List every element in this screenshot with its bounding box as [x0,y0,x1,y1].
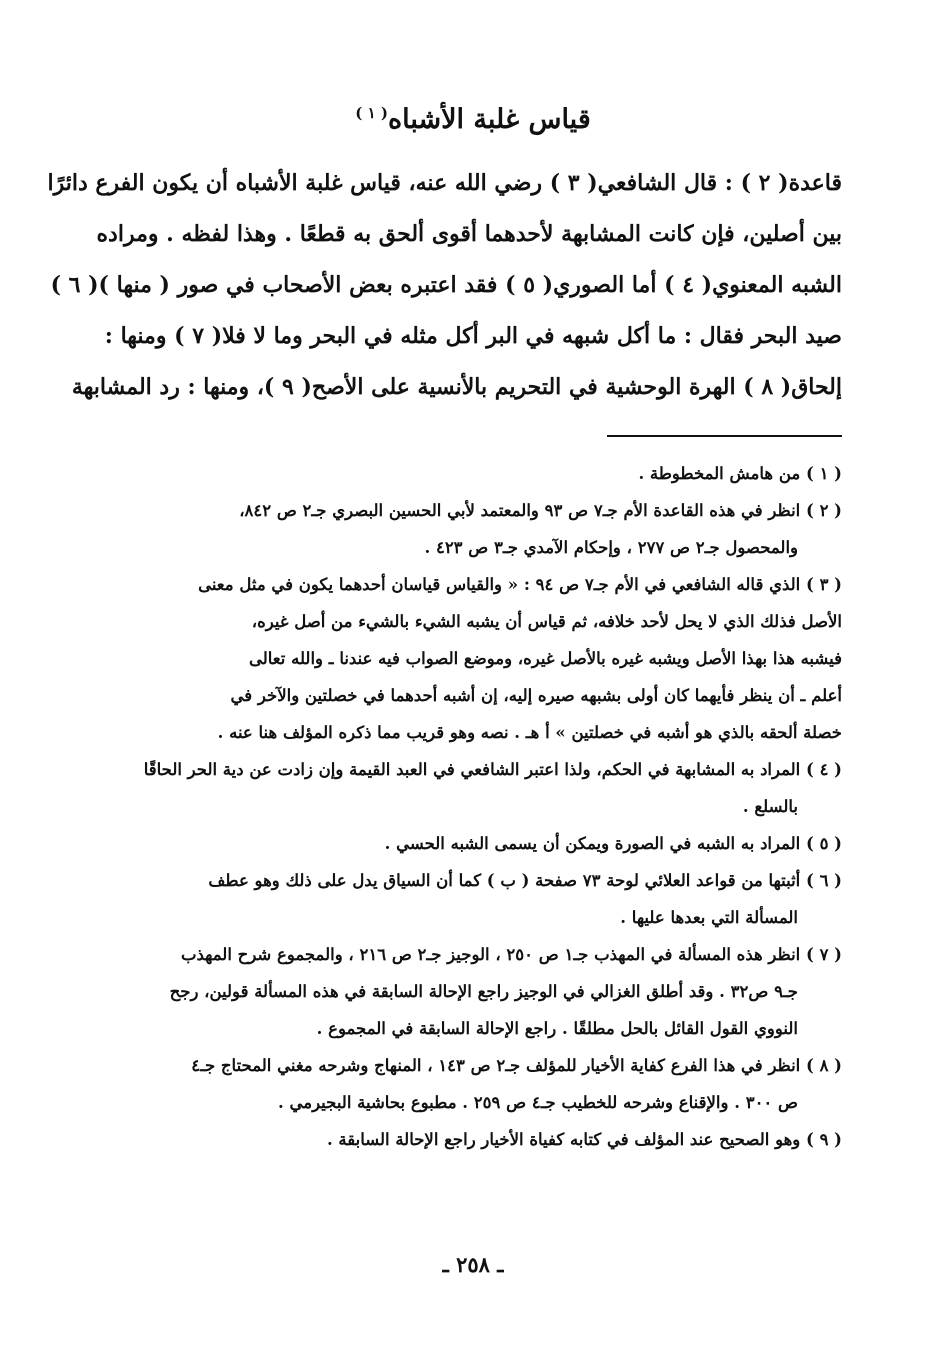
footnote-line: ( ١ ) من هامش المخطوطة . [638,464,842,483]
main-text-line: قاعدة( ٢ ) : قال الشافعي( ٣ ) رضي الله عنه، قياس غلبة الأشباه أن يكون الفرع دائرًا [47,170,842,196]
footnote-7 [98,936,842,1047]
footnote-9 [98,1121,842,1158]
footnote-line: المسألة التي بعدها عليها . [620,908,798,927]
footnote-5 [98,825,842,862]
footnote-3 [98,566,842,751]
footnote-line: ( ٦ ) أثبتها من قواعد العلائي لوحة ٧٣ صفحة ( ب ) كما أن السياق يدل على ذلك وهو عطف [208,871,842,890]
footnote-line: والمحصول جـ٢ ص ٢٧٧ ، وإحكام الآمدي جـ٣ ص ٤٢٣ . [424,538,798,557]
main-text-line: بين أصلين، فإن كانت المشابهة لأحدهما أقوى ألحق به قطعًا . وهذا لفظه . ومراده [96,221,842,247]
main-text-line: إلحاق( ٨ ) الهرة الوحشية في التحريم بالأنسية على الأصح( ٩ )، ومنها : رد المشابهة [71,374,842,400]
footnote-line: خصلة ألحقه بالذي هو أشبه في خصلتين » أ هـ . نصه وهو قريب مما ذكره المؤلف هنا عنه . [217,723,842,742]
title-footnote-marker: ( ١ ) [355,104,388,122]
footnote-line: أعلم ـ أن ينظر فأيهما كان أولى بشبهه صيره إليه، إن أشبه أحدهما في خصلتين والآخر في [230,686,842,705]
footnote-6 [98,862,842,936]
footnote-1 [98,455,842,492]
main-text [47,158,842,413]
footnote-line: جـ٩ ص٣٢ . وقد أطلق الغزالي في الوجيز راجع الإحالة السابقة في هذه المسألة قولين، رجح [169,982,798,1001]
section-title [100,100,846,140]
footnote-line: ( ٧ ) انظر هذه المسألة في المهذب جـ١ ص ٢٥٠ ، الوجيز جـ٢ ص ٢١٦ ، والمجموع شرح المهذب [180,945,842,964]
main-text-line: صيد البحر فقال : ما أكل شبهه في البر أكل مثله في البحر وما لا فلا( ٧ ) ومنها : [104,323,842,349]
footnote-separator [607,435,842,437]
footnote-line: ( ٥ ) المراد به الشبه في الصورة ويمكن أن يسمى الشبه الحسي . [384,834,842,853]
main-text-line: الشبه المعنوي( ٤ ) أما الصوري( ٥ ) فقد اعتبره بعض الأصحاب في صور ( منها )( ٦ ) [50,272,842,298]
footnote-2 [98,492,842,566]
footnote-line: الأصل فذلك الذي لا يحل لأحد خلافه، ثم قياس أن يشبه الشيء بالشيء من أصل غيره، [251,612,842,631]
footnote-line: فيشبه هذا بهذا الأصل ويشبه غيره بالأصل غيره، وموضع الصواب فيه عندنا ـ والله تعالى [249,649,842,668]
footnote-4 [98,751,842,825]
section-title-text: قياس غلبة الأشباه [387,104,591,135]
footnote-line: ( ٣ ) الذي قاله الشافعي في الأم جـ٧ ص ٩٤ : « والقياس قياسان أحدهما يكون في مثل معنى [198,575,842,594]
footnote-line: بالسلع . [742,797,798,816]
footnote-line: ( ٩ ) وهو الصحيح عند المؤلف في كتابه كفياة الأخيار راجع الإحالة السابقة . [326,1130,842,1149]
footnote-line: ص ٣٠٠ . والإقناع وشرحه للخطيب جـ٤ ص ٢٥٩ . مطبوع بحاشية البجيرمي . [278,1093,798,1112]
footnote-line: النووي القول القائل بالحل مطلقًا . راجع الإحالة السابقة في المجموع . [316,1019,798,1038]
footnote-line: ( ٤ ) المراد به المشابهة في الحكم، ولذا اعتبر الشافعي في العبد القيمة وإن زادت عن دية الحر الحاقًا [143,760,842,779]
footnotes [98,455,842,1158]
page-number: ـ ٢٥٨ ـ [442,1252,504,1277]
footnote-line: ( ٢ ) انظر في هذه القاعدة الأم جـ٧ ص ٩٣ والمعتمد لأبي الحسين البصري جـ٢ ص ٨٤٢، [239,501,842,520]
footnote-line: ( ٨ ) انظر في هذا الفرع كفاية الأخيار للمؤلف جـ٢ ص ١٤٣ ، المنهاج وشرحه مغني المحتاج جـ٤ [191,1056,842,1075]
footnote-8 [98,1047,842,1121]
